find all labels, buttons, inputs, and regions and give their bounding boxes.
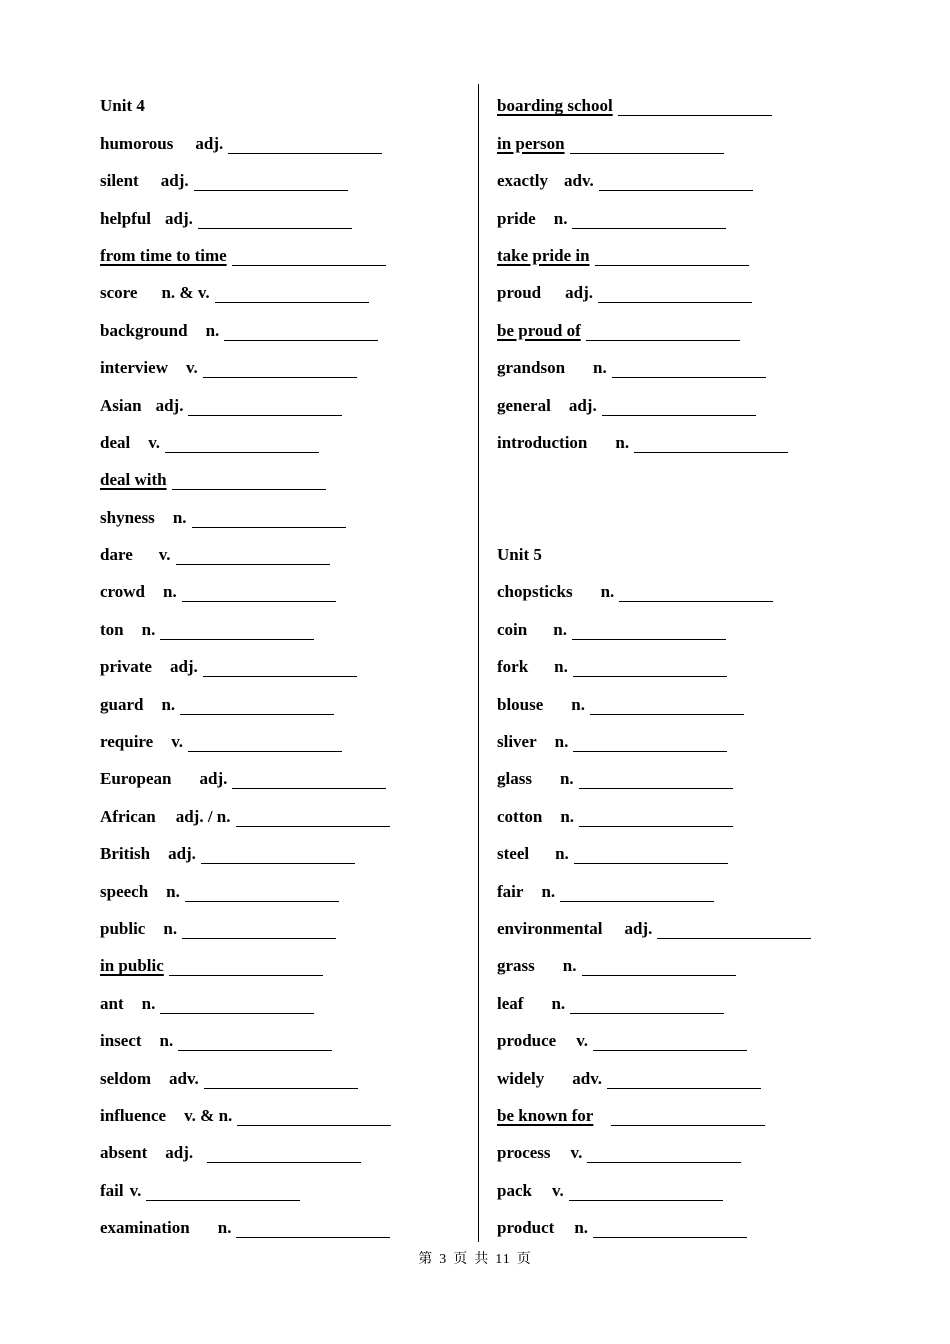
answer-blank[interactable] bbox=[182, 922, 336, 939]
vocab-word: grass bbox=[497, 956, 535, 976]
right-column bbox=[497, 84, 897, 1243]
vocab-word-row bbox=[100, 720, 470, 757]
part-of-speech: n. & v. bbox=[161, 283, 210, 303]
left-column bbox=[100, 84, 470, 1243]
vocab-word-row bbox=[100, 533, 470, 570]
answer-blank[interactable] bbox=[570, 997, 724, 1014]
part-of-speech: n. bbox=[161, 694, 176, 714]
footer-page-number: 3 bbox=[439, 1252, 448, 1267]
vocab-word: African bbox=[100, 806, 156, 826]
vocab-word-row bbox=[100, 383, 470, 420]
vocab-word: pack bbox=[497, 1180, 532, 1200]
part-of-speech: v. bbox=[129, 1180, 142, 1200]
part-of-speech: n. bbox=[217, 1218, 232, 1238]
part-of-speech: n. bbox=[600, 582, 615, 602]
part-of-speech: v. & n. bbox=[184, 1105, 233, 1125]
vocab-word: seldom bbox=[100, 1068, 151, 1088]
vocab-word-row bbox=[497, 570, 897, 607]
vocab-phrase-row bbox=[497, 308, 897, 345]
vocab-word-row bbox=[100, 1056, 470, 1093]
part-of-speech: n. bbox=[551, 993, 566, 1013]
vocab-word: fail bbox=[100, 1180, 124, 1200]
vocab-word-row bbox=[497, 682, 897, 719]
part-of-speech: adj. / n. bbox=[175, 806, 231, 826]
vocab-word-row bbox=[100, 981, 470, 1018]
answer-blank[interactable] bbox=[224, 324, 378, 341]
answer-blank[interactable] bbox=[203, 660, 357, 677]
answer-blank[interactable] bbox=[172, 473, 326, 490]
vocab-word: produce bbox=[497, 1031, 557, 1051]
vocab-word-row bbox=[497, 346, 897, 383]
vocab-word-row bbox=[497, 1206, 897, 1243]
vocab-word-row bbox=[497, 1056, 897, 1093]
vocab-word: background bbox=[100, 320, 188, 340]
part-of-speech: v. bbox=[148, 432, 161, 452]
vocab-word: require bbox=[100, 732, 154, 752]
part-of-speech: n. bbox=[159, 1031, 174, 1051]
vocab-word-row bbox=[497, 607, 897, 644]
answer-blank[interactable] bbox=[611, 1109, 765, 1126]
vocab-word-row bbox=[497, 196, 897, 233]
answer-blank[interactable] bbox=[570, 137, 724, 154]
part-of-speech: adj. bbox=[195, 133, 224, 153]
vocab-word: influence bbox=[100, 1105, 167, 1125]
answer-blank[interactable] bbox=[607, 1072, 761, 1089]
part-of-speech: n. bbox=[553, 208, 568, 228]
column-divider bbox=[478, 84, 479, 1242]
vocab-word-row bbox=[497, 869, 897, 906]
answer-blank[interactable] bbox=[194, 174, 348, 191]
answer-blank[interactable] bbox=[228, 137, 382, 154]
vocab-phrase-row bbox=[497, 1094, 897, 1131]
part-of-speech: adj. bbox=[155, 395, 184, 415]
vocab-word-row bbox=[497, 720, 897, 757]
answer-blank[interactable] bbox=[598, 286, 752, 303]
vocab-phrase: deal with bbox=[100, 470, 167, 490]
vocab-word: shyness bbox=[100, 507, 155, 527]
vocab-word: process bbox=[497, 1143, 551, 1163]
vocab-word: insect bbox=[100, 1031, 142, 1051]
vocab-word: fair bbox=[497, 881, 524, 901]
footer-char: 第 bbox=[418, 1252, 434, 1267]
answer-blank[interactable] bbox=[587, 1146, 741, 1163]
part-of-speech: n. bbox=[559, 769, 574, 789]
answer-blank[interactable] bbox=[582, 959, 736, 976]
vocab-word: speech bbox=[100, 881, 149, 901]
vocab-word: score bbox=[100, 283, 138, 303]
part-of-speech: n. bbox=[560, 806, 575, 826]
answer-blank[interactable] bbox=[204, 1072, 358, 1089]
vocab-word-row bbox=[100, 832, 470, 869]
vocab-word: helpful bbox=[100, 208, 152, 228]
part-of-speech: n. bbox=[141, 993, 156, 1013]
vocab-word-row bbox=[100, 607, 470, 644]
answer-blank[interactable] bbox=[569, 1184, 723, 1201]
vocab-phrase: take pride in bbox=[497, 245, 590, 265]
answer-blank[interactable] bbox=[619, 585, 773, 602]
answer-blank[interactable] bbox=[178, 1034, 332, 1051]
answer-blank[interactable] bbox=[169, 959, 323, 976]
vocab-phrase-row bbox=[100, 458, 470, 495]
vocab-word-row bbox=[497, 1168, 897, 1205]
part-of-speech: adv. bbox=[563, 171, 594, 191]
answer-blank[interactable] bbox=[612, 361, 766, 378]
vocab-phrase: be known for bbox=[497, 1105, 594, 1125]
answer-blank[interactable] bbox=[236, 1221, 390, 1238]
part-of-speech: n. bbox=[562, 956, 577, 976]
vocab-word-row bbox=[100, 1094, 470, 1131]
footer-char: 共 bbox=[474, 1252, 490, 1267]
part-of-speech: adj. bbox=[568, 395, 597, 415]
part-of-speech: v. bbox=[158, 545, 171, 565]
vocab-phrase: in person bbox=[497, 133, 565, 153]
answer-blank[interactable] bbox=[593, 1034, 747, 1051]
part-of-speech: n. bbox=[163, 918, 178, 938]
answer-blank[interactable] bbox=[146, 1184, 300, 1201]
part-of-speech: n. bbox=[554, 657, 568, 677]
vocab-word: product bbox=[497, 1218, 555, 1238]
vocab-phrase-row bbox=[497, 234, 897, 271]
vocab-word-row bbox=[497, 981, 897, 1018]
vocab-word-row bbox=[100, 159, 470, 196]
part-of-speech: adv. bbox=[572, 1068, 603, 1088]
answer-blank[interactable] bbox=[185, 885, 339, 902]
part-of-speech: n. bbox=[593, 358, 607, 378]
vocab-word: grandson bbox=[497, 358, 566, 378]
unit-title bbox=[100, 84, 470, 121]
part-of-speech: n. bbox=[205, 320, 220, 340]
vocab-word-row bbox=[100, 1019, 470, 1056]
answer-blank[interactable] bbox=[198, 212, 352, 229]
page-footer bbox=[0, 1248, 950, 1268]
vocab-word: humorous bbox=[100, 133, 174, 153]
vocab-word: Asian bbox=[100, 395, 142, 415]
vocab-word-row bbox=[100, 421, 470, 458]
part-of-speech: v. bbox=[185, 358, 198, 378]
vocab-word-row bbox=[497, 159, 897, 196]
answer-blank[interactable] bbox=[203, 361, 357, 378]
vocab-word-row bbox=[100, 346, 470, 383]
vocab-word-row bbox=[100, 196, 470, 233]
vocab-word-row bbox=[497, 794, 897, 831]
answer-blank[interactable] bbox=[201, 847, 355, 864]
unit-title-text: Unit 5 bbox=[497, 545, 542, 565]
part-of-speech: n. bbox=[555, 844, 569, 864]
vocab-word-row bbox=[497, 271, 897, 308]
vocab-word-row bbox=[497, 1131, 897, 1168]
answer-blank[interactable] bbox=[574, 847, 728, 864]
answer-blank[interactable] bbox=[573, 735, 727, 752]
vocab-phrase-row bbox=[100, 944, 470, 981]
vocab-word-row bbox=[100, 794, 470, 831]
vocab-word: crowd bbox=[100, 582, 146, 602]
vocab-word-row bbox=[497, 645, 897, 682]
vocab-word-row bbox=[497, 832, 897, 869]
answer-blank[interactable] bbox=[188, 399, 342, 416]
answer-blank[interactable] bbox=[176, 548, 330, 565]
vocab-word: cotton bbox=[497, 806, 543, 826]
part-of-speech: n. bbox=[172, 507, 187, 527]
vocab-word: environmental bbox=[497, 918, 603, 938]
answer-blank[interactable] bbox=[192, 511, 346, 528]
vocab-word: deal bbox=[100, 432, 131, 452]
answer-blank[interactable] bbox=[590, 698, 744, 715]
vocab-word-row bbox=[497, 757, 897, 794]
answer-blank[interactable] bbox=[579, 772, 733, 789]
answer-blank[interactable] bbox=[618, 99, 772, 116]
footer-total-pages: 11 bbox=[495, 1252, 511, 1267]
vocab-word: interview bbox=[100, 358, 168, 378]
vocab-word-row bbox=[100, 645, 470, 682]
vocab-word-row bbox=[100, 1206, 470, 1243]
answer-blank[interactable] bbox=[573, 660, 727, 677]
vocab-word: dare bbox=[100, 545, 133, 565]
vocab-word: examination bbox=[100, 1218, 190, 1238]
vocab-word: chopsticks bbox=[497, 582, 573, 602]
vocab-phrase: in public bbox=[100, 956, 164, 976]
part-of-speech: n. bbox=[141, 619, 156, 639]
vocab-word: exactly bbox=[497, 171, 548, 191]
part-of-speech: n. bbox=[554, 732, 569, 752]
part-of-speech: adj. bbox=[160, 171, 189, 191]
vocab-word-row bbox=[100, 1131, 470, 1168]
vocab-word: public bbox=[100, 918, 146, 938]
answer-blank[interactable] bbox=[595, 249, 749, 266]
vocab-word: sliver bbox=[497, 732, 537, 752]
answer-blank[interactable] bbox=[160, 623, 314, 640]
vocab-word: pride bbox=[497, 208, 536, 228]
vocab-word: ant bbox=[100, 993, 124, 1013]
part-of-speech: n. bbox=[574, 1218, 589, 1238]
vocab-phrase-row bbox=[497, 84, 897, 121]
vocab-phrase-row bbox=[497, 121, 897, 158]
part-of-speech: adj. bbox=[624, 918, 653, 938]
answer-blank[interactable] bbox=[560, 885, 714, 902]
answer-blank[interactable] bbox=[599, 174, 753, 191]
answer-blank[interactable] bbox=[572, 212, 726, 229]
vocab-word: proud bbox=[497, 283, 542, 303]
answer-blank[interactable] bbox=[180, 698, 334, 715]
vocab-word: British bbox=[100, 844, 151, 864]
vocab-word-row bbox=[100, 907, 470, 944]
vocab-word-row bbox=[100, 1168, 470, 1205]
vocab-word: absent bbox=[100, 1143, 148, 1163]
part-of-speech: v. bbox=[576, 1031, 589, 1051]
part-of-speech: adj. bbox=[165, 208, 193, 228]
vocab-word: widely bbox=[497, 1068, 545, 1088]
footer-char: 页 bbox=[516, 1252, 532, 1267]
answer-blank[interactable] bbox=[657, 922, 811, 939]
vocab-word: ton bbox=[100, 619, 124, 639]
answer-blank[interactable] bbox=[634, 436, 788, 453]
answer-blank[interactable] bbox=[602, 399, 756, 416]
vocab-word-row bbox=[497, 907, 897, 944]
part-of-speech: adj. bbox=[565, 283, 593, 303]
answer-blank[interactable] bbox=[593, 1221, 747, 1238]
footer-char: 页 bbox=[453, 1252, 469, 1267]
vocab-word: general bbox=[497, 395, 551, 415]
vocab-word-row bbox=[497, 1019, 897, 1056]
answer-blank[interactable] bbox=[188, 735, 342, 752]
part-of-speech: adj. bbox=[169, 657, 198, 677]
part-of-speech: n. bbox=[541, 881, 556, 901]
part-of-speech: n. bbox=[553, 619, 567, 639]
part-of-speech: v. bbox=[551, 1180, 564, 1200]
part-of-speech: adv. bbox=[169, 1068, 199, 1088]
part-of-speech: n. bbox=[163, 582, 177, 602]
blank-line bbox=[497, 495, 897, 532]
answer-blank[interactable] bbox=[586, 324, 740, 341]
vocab-word: blouse bbox=[497, 694, 544, 714]
answer-blank[interactable] bbox=[579, 810, 733, 827]
answer-blank[interactable] bbox=[165, 436, 319, 453]
vocab-word-row bbox=[100, 757, 470, 794]
answer-blank[interactable] bbox=[207, 1146, 361, 1163]
vocab-word: steel bbox=[497, 844, 530, 864]
vocab-phrase-row bbox=[100, 234, 470, 271]
vocab-word: coin bbox=[497, 619, 528, 639]
vocab-word: introduction bbox=[497, 432, 588, 452]
part-of-speech: n. bbox=[615, 432, 630, 452]
vocab-phrase: be proud of bbox=[497, 320, 581, 340]
answer-blank[interactable] bbox=[232, 249, 386, 266]
vocab-word: leaf bbox=[497, 993, 524, 1013]
part-of-speech: v. bbox=[171, 732, 184, 752]
vocab-word-row bbox=[497, 383, 897, 420]
vocab-word-row bbox=[497, 944, 897, 981]
vocab-word-row bbox=[100, 570, 470, 607]
vocab-word: silent bbox=[100, 171, 139, 191]
vocab-word-row bbox=[497, 421, 897, 458]
part-of-speech: n. bbox=[571, 694, 586, 714]
vocab-word-row bbox=[100, 495, 470, 532]
answer-blank[interactable] bbox=[572, 623, 726, 640]
part-of-speech: n. bbox=[166, 881, 180, 901]
vocab-phrase: boarding school bbox=[497, 96, 613, 116]
vocab-phrase: from time to time bbox=[100, 245, 227, 265]
vocab-word-row bbox=[100, 869, 470, 906]
unit-title bbox=[497, 533, 897, 570]
vocab-word: fork bbox=[497, 657, 529, 677]
part-of-speech: adj. bbox=[199, 769, 228, 789]
answer-blank[interactable] bbox=[215, 286, 369, 303]
blank-line bbox=[497, 458, 897, 495]
answer-blank[interactable] bbox=[236, 810, 390, 827]
vocab-word: glass bbox=[497, 769, 532, 789]
vocab-word: European bbox=[100, 769, 172, 789]
answer-blank[interactable] bbox=[232, 772, 386, 789]
unit-title-text: Unit 4 bbox=[100, 96, 145, 116]
vocab-word: private bbox=[100, 657, 152, 677]
vocab-word-row bbox=[100, 682, 470, 719]
part-of-speech: adj. bbox=[165, 1143, 194, 1163]
vocab-word-row bbox=[100, 271, 470, 308]
vocab-word: guard bbox=[100, 694, 144, 714]
part-of-speech: adj. bbox=[168, 844, 196, 864]
answer-blank[interactable] bbox=[182, 585, 336, 602]
vocab-word-row bbox=[100, 308, 470, 345]
answer-blank[interactable] bbox=[237, 1109, 391, 1126]
vocab-word-row bbox=[100, 121, 470, 158]
part-of-speech: v. bbox=[570, 1143, 583, 1163]
answer-blank[interactable] bbox=[160, 997, 314, 1014]
